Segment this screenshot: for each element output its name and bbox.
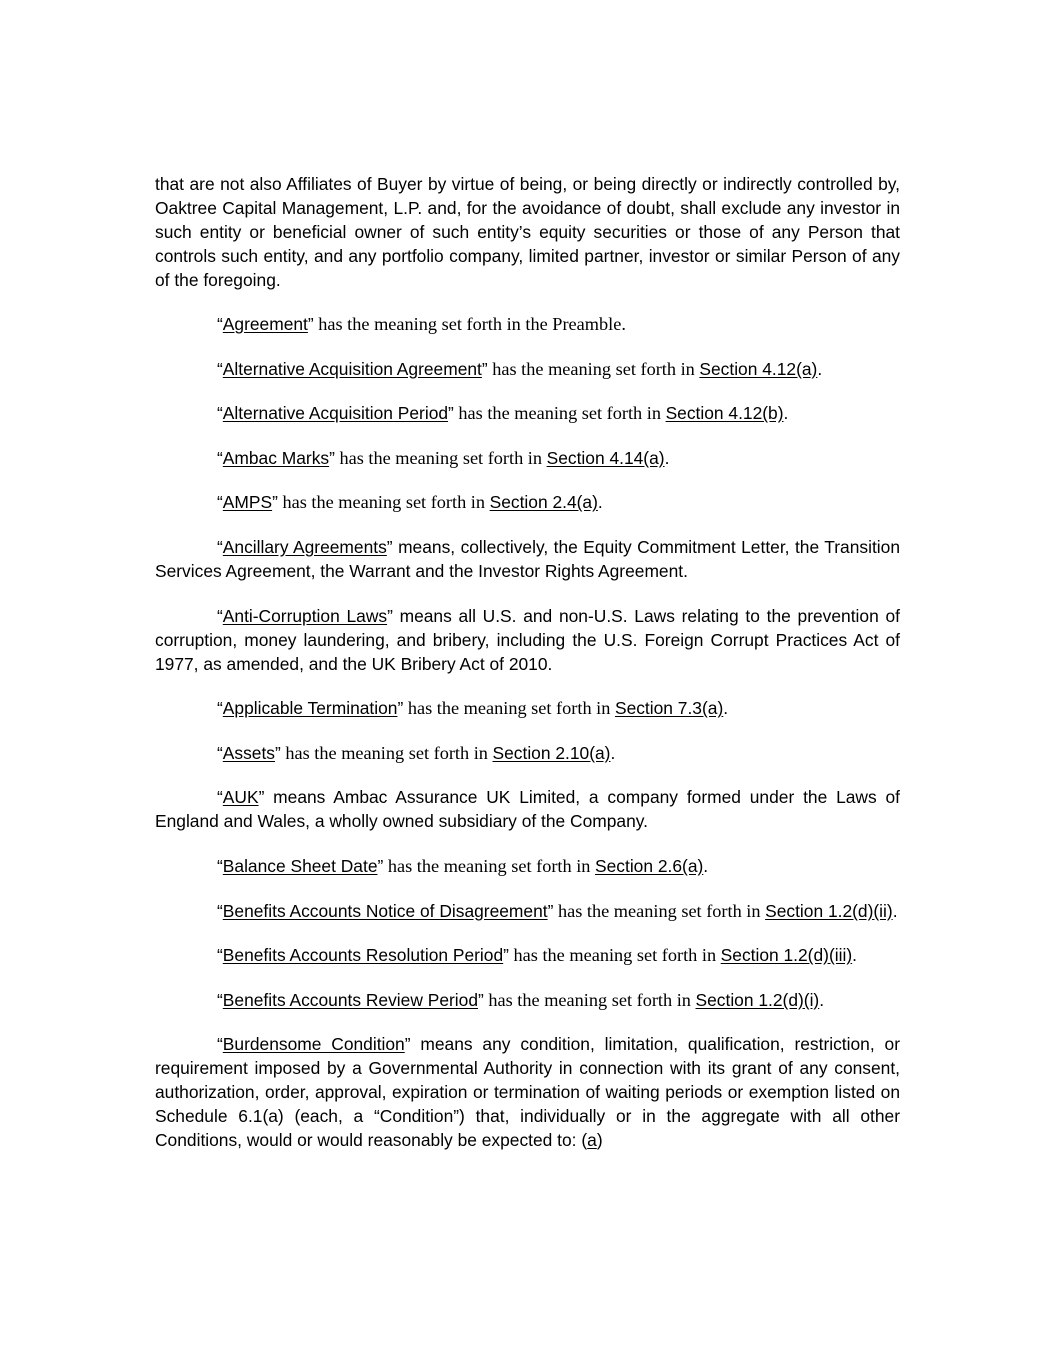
- defined-term: Balance Sheet Date: [222, 855, 378, 876]
- defined-term: Ambac Marks: [222, 447, 330, 468]
- definition-text: has the meaning set forth in: [280, 742, 493, 763]
- section-reference: Section 4.14(a): [546, 447, 665, 468]
- definition-anti-corruption-laws: “Anti-Corruption Laws” means all U.S. and non-U.S. Laws relating to the prevention of corruption, money laundering, and bribery, including the U.S. Foreign Corrupt Practices Act of 1977, as amended, and the UK Bribery Act of 2010.: [155, 605, 900, 674]
- definition-text: has the meaning set forth in: [334, 447, 547, 468]
- definition-benefits-accounts-review-period: “Benefits Accounts Review Period” has the meaning set forth in Section 1.2(d)(i).: [217, 989, 825, 1010]
- defined-term: Ancillary Agreements: [222, 536, 387, 557]
- defined-term: AUK: [222, 787, 259, 808]
- definition-end: .: [597, 492, 603, 513]
- definition-text: has the meaning set forth in: [277, 492, 490, 513]
- definition-text: has the meaning set forth in: [383, 855, 596, 876]
- definition-end: .: [892, 900, 898, 921]
- document-page: [155, 172, 900, 1152]
- section-reference: Section 1.2(d)(ii): [765, 900, 893, 921]
- defined-term: Benefits Accounts Review Period: [222, 989, 478, 1010]
- section-reference: Section 2.4(a): [489, 492, 598, 513]
- definition-ancillary-agreements: “Ancillary Agreements” means, collectively, the Equity Commitment Letter, the Transition Services Agreement, the Warrant and the Investor Rights Agreement.: [155, 536, 900, 581]
- definition-text: means any condition, limitation, qualification, restriction, or requirement imposed by a Governmental Authority in connection with its grant of any consent, authorization, order, approval, expiration or termination of waiting periods or exemption listed on Schedule 6.1(a) (each, a “Condition”) that, individually or in the aggregate with all other Conditions, would or would reasonably be expected to: (: [155, 1034, 900, 1151]
- defined-term: Benefits Accounts Resolution Period: [222, 945, 504, 966]
- definition-text: means, collectively, the Equity Commitment Letter, the Transition Services Agreement, the Warrant and the Investor Rights Agreement.: [155, 536, 900, 581]
- defined-term: Assets: [222, 742, 275, 763]
- definition-amps: “AMPS” has the meaning set forth in Section 2.4(a).: [217, 492, 603, 513]
- definitions-list: [155, 312, 900, 1152]
- definition-agreement: “Agreement” has the meaning set forth in the Preamble.: [217, 314, 626, 334]
- defined-term: Burdensome Condition: [222, 1034, 405, 1055]
- section-reference: Section 2.6(a): [595, 855, 704, 876]
- section-reference: Section 4.12(a): [699, 358, 818, 379]
- definition-auk: “AUK” means Ambac Assurance UK Limited, a company formed under the Laws of England and Wales, a wholly owned subsidiary of the Company.: [155, 787, 900, 832]
- definition-end: .: [664, 447, 670, 468]
- section-reference: Section 1.2(d)(i): [695, 989, 820, 1010]
- definition-applicable-termination: “Applicable Termination” has the meaning set forth in Section 7.3(a).: [217, 698, 729, 719]
- intro-paragraph: that are not also Affiliates of Buyer by virtue of being, or being directly or indirectly controlled by, Oaktree Capital Management, L.P. and, for the avoidance of doubt, shall exclude any investor in such entity or beneficial owner of such entity’s equity securities or those of any Person that controls such entity, and any portfolio company, limited partner, investor or similar Person of any of the foregoing.: [155, 174, 900, 290]
- definition-end: .: [703, 855, 709, 876]
- definition-end: .: [723, 698, 729, 719]
- defined-term: Alternative Acquisition Agreement: [222, 358, 482, 379]
- definition-text: means Ambac Assurance UK Limited, a company formed under the Laws of England and Wales, a wholly owned subsidiary of the Company.: [155, 787, 900, 832]
- section-reference: Section 1.2(d)(iii): [720, 945, 853, 966]
- defined-term: Alternative Acquisition Period: [222, 403, 449, 424]
- definition-end: .: [783, 403, 789, 424]
- defined-term: Anti-Corruption Laws: [222, 605, 388, 626]
- defined-term: Benefits Accounts Notice of Disagreement: [222, 900, 548, 921]
- definition-assets: “Assets” has the meaning set forth in Section 2.10(a).: [217, 742, 616, 763]
- definition-balance-sheet-date: “Balance Sheet Date” has the meaning set forth in Section 2.6(a).: [217, 855, 709, 876]
- definition-end: .: [817, 358, 823, 379]
- definition-alternative-acquisition-period: “Alternative Acquisition Period” has the meaning set forth in Section 4.12(b).: [217, 403, 789, 424]
- defined-term: Applicable Termination: [222, 698, 398, 719]
- definition-end: .: [852, 945, 857, 966]
- definition-text: has the meaning set forth in: [483, 989, 696, 1010]
- defined-term: Agreement: [222, 314, 308, 334]
- section-reference: Section 4.12(b): [665, 403, 784, 424]
- definition-text: has the meaning set forth in: [553, 900, 766, 921]
- definition-end: .: [610, 742, 616, 763]
- section-reference: Section 2.10(a): [492, 742, 611, 763]
- definition-text: means all U.S. and non-U.S. Laws relating to the prevention of corruption, money laundering, and bribery, including the U.S. Foreign Corrupt Practices Act of 1977, as amended, and the UK Bribery Act of 2010.: [155, 605, 900, 674]
- definition-end: .: [819, 989, 825, 1010]
- definition-text: has the meaning set forth in: [403, 698, 615, 719]
- definition-alternative-acquisition-agreement: “Alternative Acquisition Agreement” has the meaning set forth in Section 4.12(a).: [217, 358, 823, 379]
- section-reference: Section 7.3(a): [614, 698, 724, 719]
- definition-benefits-accounts-notice-of-disagreement: “Benefits Accounts Notice of Disagreement” has the meaning set forth in Section 1.2(d)(ii).: [217, 900, 898, 921]
- defined-term: AMPS: [222, 492, 273, 513]
- definition-ambac-marks: “Ambac Marks” has the meaning set forth in Section 4.14(a).: [217, 447, 670, 468]
- definition-text: has the meaning set forth in: [508, 945, 721, 966]
- definition-benefits-accounts-resolution-period: “Benefits Accounts Resolution Period” has the meaning set forth in Section 1.2(d)(iii).: [217, 945, 857, 966]
- definition-text: has the meaning set forth in the Preamble.: [313, 314, 626, 334]
- definition-text: has the meaning set forth in: [453, 403, 666, 424]
- definition-end: ): [596, 1130, 603, 1151]
- definition-text: has the meaning set forth in: [487, 358, 700, 379]
- definition-burdensome-condition: “Burdensome Condition” means any condition, limitation, qualification, restriction, or requirement imposed by a Governmental Authority in connection with its grant of any consent, authorization, order, approval, expiration or termination of waiting periods or exemption listed on Schedule 6.1(a) (each, a “Condition”) that, individually or in the aggregate with all other Conditions, would or would reasonably be expected to: (a): [155, 1034, 900, 1151]
- clause-reference: a: [587, 1130, 597, 1151]
